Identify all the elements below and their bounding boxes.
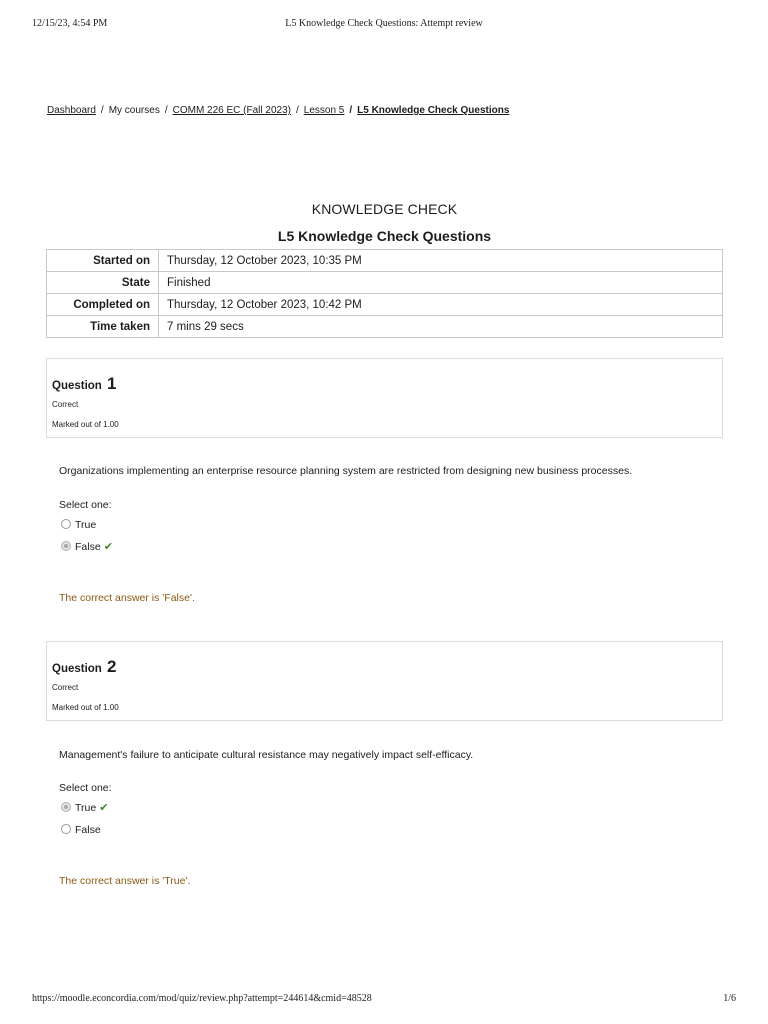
summary-label: State <box>47 272 159 294</box>
option-label: False <box>75 824 101 836</box>
summary-value: Thursday, 12 October 2023, 10:42 PM <box>159 294 723 316</box>
option-label: True <box>75 802 97 814</box>
print-page-number: 1/6 <box>723 993 736 1004</box>
radio-button[interactable] <box>61 802 71 812</box>
option-label: True <box>75 519 97 531</box>
summary-row <box>47 272 723 294</box>
breadcrumb-separator: / <box>164 105 168 116</box>
option-label: False <box>75 541 101 553</box>
question-grade: Marked out of 1.00 <box>52 420 119 429</box>
print-url: https://moodle.econcordia.com/mod/quiz/review.php?attempt=244614&cmid=48528 <box>32 993 372 1004</box>
breadcrumb-current[interactable]: L5 Knowledge Check Questions <box>357 105 510 116</box>
question-text: Organizations implementing an enterprise resource planning system are restricted from designing new business processes. <box>59 465 633 477</box>
correct-answer-feedback: The correct answer is 'False'. <box>59 592 195 604</box>
breadcrumb-my-courses[interactable]: My courses <box>108 105 160 116</box>
summary-row <box>47 316 723 338</box>
question-grade: Marked out of 1.00 <box>52 703 119 712</box>
check-icon: ✔ <box>99 802 109 814</box>
page-title: L5 Knowledge Check Questions <box>277 228 492 244</box>
breadcrumb-separator: / <box>349 105 353 116</box>
answer-option[interactable] <box>61 518 96 532</box>
summary-value: Thursday, 12 October 2023, 10:35 PM <box>159 250 723 272</box>
question-state: Correct <box>52 400 79 409</box>
question-state: Correct <box>52 683 79 692</box>
attempt-summary-table <box>46 249 723 338</box>
summary-value: 7 mins 29 secs <box>159 316 723 338</box>
page-heading: KNOWLEDGE CHECK <box>311 201 458 217</box>
breadcrumb-separator: / <box>295 105 299 116</box>
question-label: Question <box>52 663 102 675</box>
summary-value: Finished <box>159 272 723 294</box>
select-one-prompt: Select one: <box>59 782 112 794</box>
print-title: L5 Knowledge Check Questions: Attempt review <box>285 18 483 29</box>
breadcrumb-course[interactable]: COMM 226 EC (Fall 2023) <box>172 105 291 116</box>
breadcrumb-separator: / <box>100 105 104 116</box>
question-number <box>52 374 117 394</box>
answer-option[interactable] <box>61 540 113 554</box>
radio-button[interactable] <box>61 519 71 529</box>
radio-button[interactable] <box>61 824 71 834</box>
breadcrumb-dashboard[interactable]: Dashboard <box>47 105 96 116</box>
question-number-value: 2 <box>107 657 117 676</box>
question-number <box>52 657 117 677</box>
print-datetime: 12/15/23, 4:54 PM <box>32 18 108 29</box>
question-info-2 <box>46 641 723 721</box>
select-one-prompt: Select one: <box>59 499 112 511</box>
check-icon: ✔ <box>103 541 113 553</box>
answer-option[interactable] <box>61 823 101 837</box>
question-info-1 <box>46 358 723 438</box>
question-text: Management's failure to anticipate cultural resistance may negatively impact self-efficacy. <box>59 749 474 761</box>
radio-button[interactable] <box>61 541 71 551</box>
print-footer <box>0 993 768 1007</box>
summary-label: Time taken <box>47 316 159 338</box>
print-header <box>0 18 768 32</box>
summary-row <box>47 250 723 272</box>
summary-label: Started on <box>47 250 159 272</box>
correct-answer-feedback: The correct answer is 'True'. <box>59 875 191 887</box>
answer-option[interactable] <box>61 801 108 815</box>
summary-label: Completed on <box>47 294 159 316</box>
breadcrumb <box>47 105 509 116</box>
question-label: Question <box>52 380 102 392</box>
summary-row <box>47 294 723 316</box>
question-number-value: 1 <box>107 374 117 393</box>
breadcrumb-lesson[interactable]: Lesson 5 <box>303 105 345 116</box>
